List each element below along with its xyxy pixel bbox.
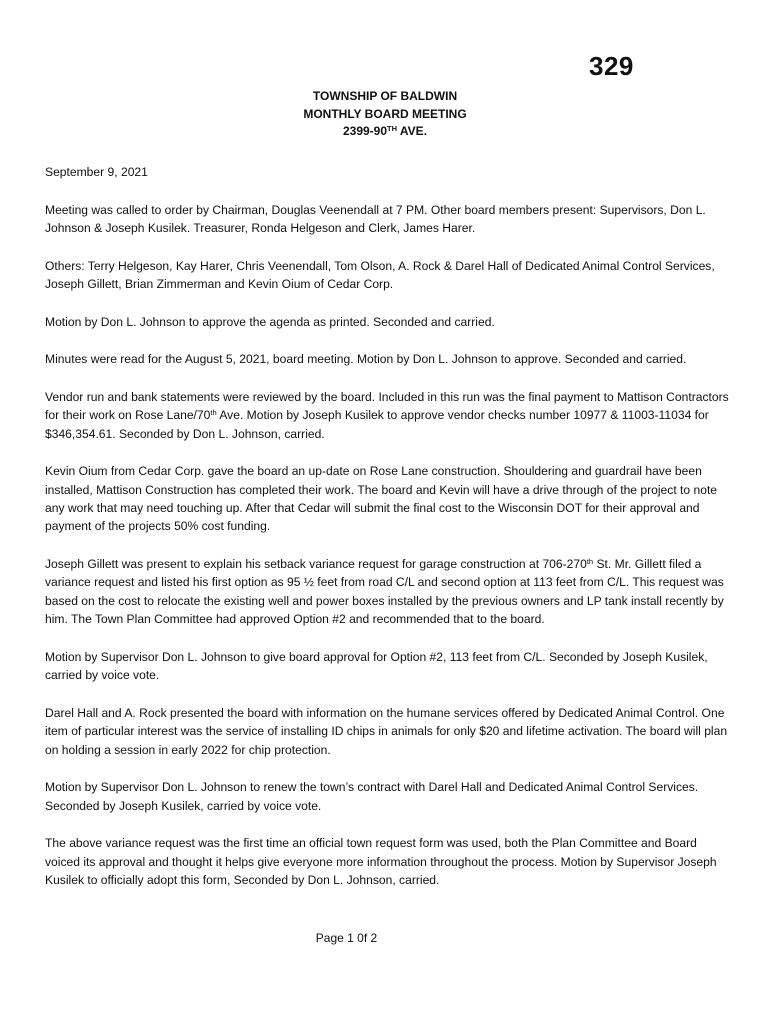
paragraph-variance-request: [45, 555, 730, 629]
vendor-run-ordinal: th: [210, 408, 217, 418]
meeting-date: September 9, 2021: [45, 165, 148, 179]
minutes-body: [45, 163, 730, 909]
paragraph-request-form: The above variance request was the first time an official town request form was used, both the Plan Committee and Board voiced its approval and thought it helps give everyone more information throughout the process. Motion by Supervisor Joseph Kusilek to officially adopt this form, Seconded by Don L. Johnson, carried.: [45, 836, 717, 888]
township-title: TOWNSHIP OF BALDWIN: [312, 89, 458, 103]
paragraph-option-approval: Motion by Supervisor Don L. Johnson to give board approval for Option #2, 113 feet from C/L. Seconded by Joseph Kusilek, carried by voice vote.: [45, 649, 708, 683]
vendor-run-text-b: Ave. Motion by Joseph Kusilek to approve vendor checks number 10977 & 11003-11034 for $346,354.61. Seconded by Don L. Johnson, carried.: [45, 408, 709, 441]
paragraph-agenda-motion: Motion by Don L. Johnson to approve the agenda as printed. Seconded and carried.: [45, 314, 495, 329]
address-number: 2399-90: [342, 124, 388, 138]
address-ordinal: TH: [387, 124, 398, 133]
paragraph-contract-renewal: Motion by Supervisor Don L. Johnson to renew the town’s contract with Darel Hall and Dedicated Animal Control Services. Seconded by Joseph Kusilek, carried by voice vote.: [45, 780, 699, 813]
address-street: AVE.: [397, 124, 428, 138]
variance-ordinal: th: [586, 557, 594, 566]
paragraph-others-present: Others: Terry Helgeson, Kay Harer, Chris Veenendall, Tom Olson, A. Rock & Darel Hall of Dedicated Animal Control Services, Joseph Gillett, Brian Zimmerman and Kevin Oium of Cedar Corp.: [45, 258, 715, 291]
meeting-title: MONTHLY BOARD MEETING: [303, 106, 467, 121]
paragraph-minutes: Minutes were read for the August 5, 2021, board meeting. Motion by Don L. Johnson to approve. Seconded and carried.: [45, 352, 687, 367]
paragraph-animal-control: Darel Hall and A. Rock presented the board with information on the humane services offered by Dedicated Animal Control. One item of particular interest was the service of installing ID chips in animals for only $20 and lifetime activation. The board will plan on holding a session in early 2022 for chip protection.: [45, 705, 728, 757]
document-header: [0, 88, 770, 141]
variance-text-b: St. Mr. Gillett filed a variance request and listed his first option as 95 ½ feet from road C/L and second option at 113 feet from C/L. This request was based on the cost to relocate the existing well and power boxes installed by the previous owners and LP tank install recently by him. The Town Plan Committee had approved Option #2 and recommended that to the board.: [45, 557, 724, 627]
page-number: 329: [589, 51, 634, 81]
paragraph-call-to-order: Meeting was called to order by Chairman, Douglas Veenendall at 7 PM. Other board members present: Supervisors, Don L. Johnson & Joseph Kusilek. Treasurer, Ronda Helgeson and Clerk, James Harer.: [45, 202, 706, 235]
vendor-run-text-a: Vendor run and bank statements were reviewed by the board. Included in this run was the final payment to Mattison Contractors for their work on Rose Lane/70: [45, 389, 729, 423]
paragraph-vendor-run: [45, 388, 730, 443]
variance-text-a: Joseph Gillett was present to explain his setback variance request for garage construction at 706-270: [45, 557, 587, 571]
meeting-address: [0, 123, 770, 141]
page-footer: Page 1 0f 2: [315, 931, 378, 945]
paragraph-rose-lane-update: Kevin Oium from Cedar Corp. gave the board an up-date on Rose Lane construction. Shouldering and guardrail have been installed, Mattison Construction has completed their work. The board and Kevin will have a drive through of the project to note any work that may need touching up. After that Cedar will submit the final cost to the Wisconsin DOT for their approval and payment of the projects 50% cost funding.: [45, 464, 718, 534]
